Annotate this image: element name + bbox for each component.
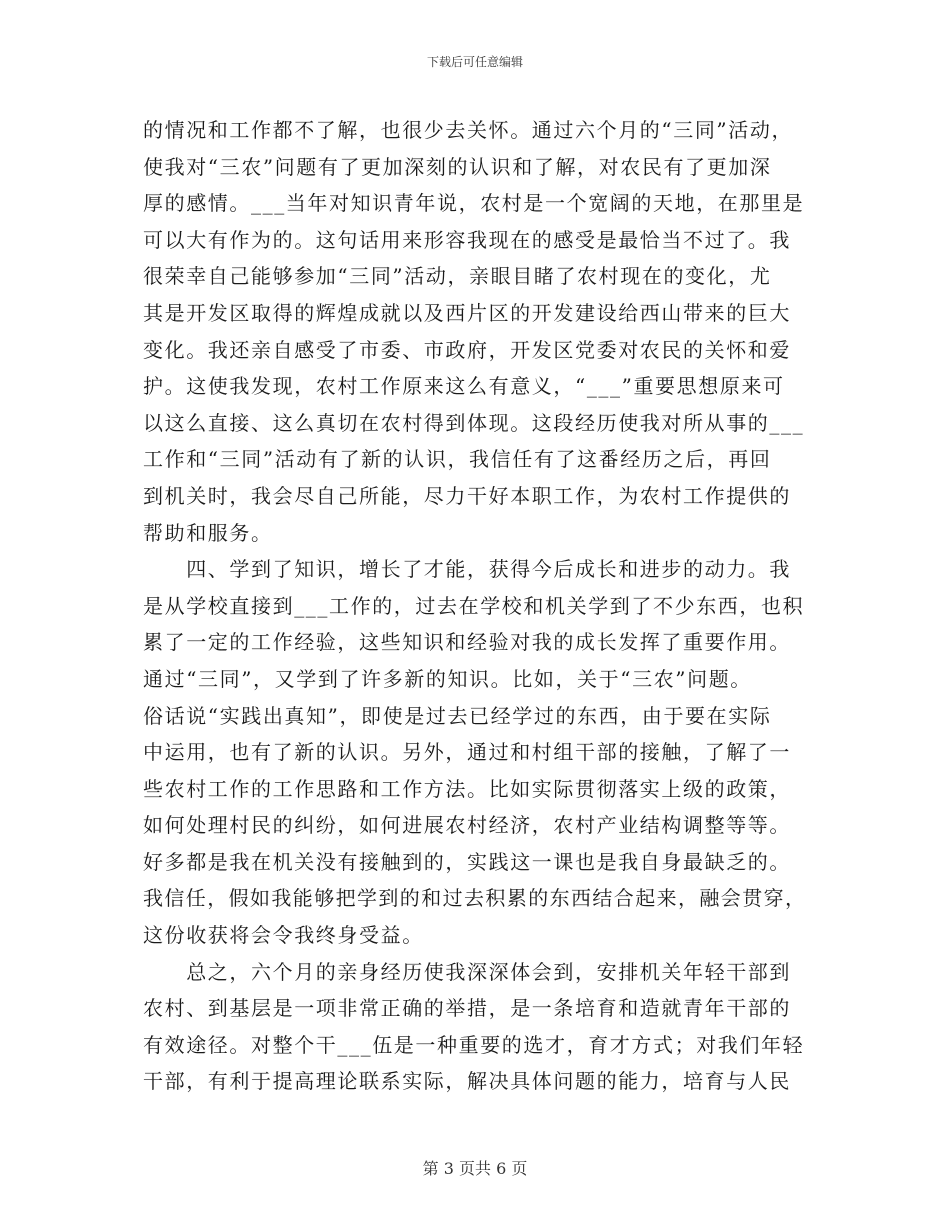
text-line: 帮助和服务。: [143, 520, 273, 545]
text-line: 到机关时，我会尽自己所能，尽力干好本职工作，为农村工作提供的: [143, 483, 791, 508]
text-line: 总之，六个月的亲身经历使我深深体会到，安排机关年轻干部到: [143, 959, 791, 984]
text-line: 可以大有作为的。这句话用来形容我现在的感受是最恰当不过了。我: [143, 227, 791, 252]
text-line: 变化。我还亲自感受了市委、市政府，开发区党委对农民的关怀和爱: [143, 337, 791, 362]
document-body: [143, 112, 807, 1100]
text-line: 护。这使我发现，农村工作原来这么有意义，“___”重要思想原来可: [143, 374, 785, 399]
text-line: 些农村工作的工作思路和工作方法。比如实际贯彻落实上级的政策，: [143, 776, 791, 801]
text-line: 的情况和工作都不了解，也很少去关怀。通过六个月的“三同”活动，: [143, 118, 794, 142]
text-line: 干部，有利于提高理论联系实际，解决具体问题的能力，培育与人民: [143, 1069, 791, 1094]
text-line: 厚的感情。___当年对知识青年说，农村是一个宽阔的天地，在那里是: [143, 191, 805, 216]
text-line: 如何处理村民的纠纷，如何进展农村经济，农村产业结构调整等等。: [143, 813, 791, 838]
text-line: 农村、到基层是一项非常正确的举措，是一条培育和造就青年干部的: [143, 996, 791, 1021]
text-line: 很荣幸自己能够参加“三同”活动，亲眼目睹了农村现在的变化，尤: [143, 264, 772, 289]
text-line: 好多都是我在机关没有接触到的，实践这一课也是我自身最缺乏的。: [143, 849, 791, 874]
text-line: 工作和“三同”活动有了新的认识，我信任有了这番经历之后，再回: [143, 447, 772, 472]
text-line: 有效途径。对整个干___伍是一种重要的选才，育才方式；对我们年轻: [143, 1032, 805, 1057]
text-line: 俗话说“实践出真知”，即使是过去已经学过的东西，由于要在实际: [143, 703, 772, 728]
text-line: 通过“三同”，又学到了许多新的知识。比如，关于“三农”问题。: [143, 666, 752, 691]
text-line: 是从学校直接到___工作的，过去在学校和机关学到了不少东西，也积: [143, 593, 805, 618]
text-line: 以这么直接、这么真切在农村得到体现。这段经历使我对所从事的___: [143, 410, 805, 435]
text-line: 四、学到了知识，增长了才能，获得今后成长和进步的动力。我: [143, 557, 791, 582]
text-line: 这份收获将会令我终身受益。: [143, 923, 424, 948]
text-line: 中运用，也有了新的认识。另外，通过和村组干部的接触，了解了一: [143, 740, 791, 765]
page-header: 下载后可任意编辑: [426, 55, 523, 69]
text-line: 其是开发区取得的辉煌成就以及西片区的开发建设给西山带来的巨大: [143, 300, 791, 325]
text-line: 累了一定的工作经验，这些知识和经验对我的成长发挥了重要作用。: [143, 630, 791, 655]
text-line: 使我对“三农”问题有了更加深刻的认识和了解，对农民有了更加深: [143, 154, 772, 179]
page-footer: 第 3 页共 6 页: [422, 1159, 528, 1178]
text-line: 我信任，假如我能够把学到的和过去积累的东西结合起来，融会贯穿，: [143, 886, 807, 911]
